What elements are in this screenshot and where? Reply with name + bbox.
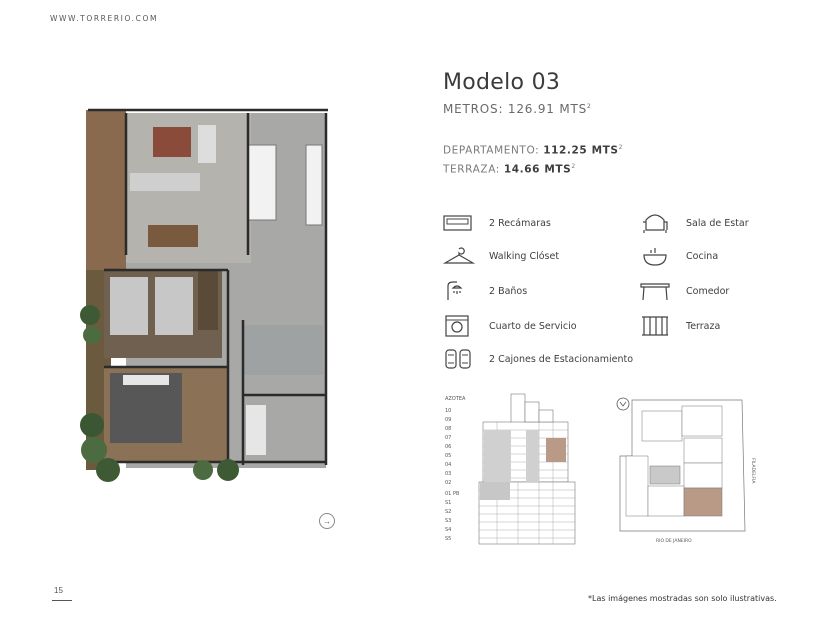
feature-sala-de-estar: [640, 211, 749, 235]
page-number-rule: [52, 600, 72, 601]
disclaimer: *Las imágenes mostradas son solo ilustrativas.: [588, 594, 777, 603]
level-label: 03: [445, 471, 452, 477]
cars-icon: [443, 347, 475, 371]
level-label: S5: [445, 536, 452, 542]
departamento-value: 112.25 MTS: [543, 144, 619, 157]
shower-icon: [443, 279, 475, 303]
level-label: 04: [445, 462, 452, 468]
bed-icon: [443, 211, 475, 235]
meters-total: [443, 102, 592, 116]
model-title: Modelo 03: [443, 70, 561, 95]
level-label: 08: [445, 426, 452, 432]
feature-label: Walking Clóset: [489, 250, 560, 262]
expand-arrow-button[interactable]: [319, 513, 335, 529]
washing-machine-icon: [443, 314, 475, 338]
level-label: AZOTEA: [445, 396, 466, 402]
feature-estacionamiento: [443, 347, 633, 371]
feature-label: 2 Baños: [489, 285, 528, 297]
highlight-unit: [546, 438, 566, 462]
level-label: 07: [445, 435, 452, 441]
street-right-label: FILADELFIA: [750, 458, 755, 484]
terraza-value: 14.66 MTS: [503, 163, 572, 176]
meters-sup: 2: [587, 103, 592, 110]
feature-terraza: [640, 314, 720, 338]
feature-label: 2 Recámaras: [489, 217, 551, 229]
site-plan-diagram: [612, 396, 757, 546]
building-stack-diagram: [443, 392, 583, 547]
armchair-icon: [640, 211, 672, 235]
compass-icon: [617, 398, 629, 410]
feature-cocina: [640, 244, 718, 268]
meters-label: METROS: 126.91 MTS: [443, 102, 588, 116]
cooking-pot-icon: [640, 244, 672, 268]
hanger-icon: [443, 244, 475, 268]
floor-plan-image: [78, 105, 340, 485]
level-label: S2: [445, 509, 452, 515]
feature-label: 2 Cajones de Estacionamiento: [489, 353, 634, 365]
level-label: 02: [445, 480, 452, 486]
level-label: 05: [445, 453, 452, 459]
page-number: 15: [54, 586, 63, 595]
feature-recamaras: [443, 211, 551, 235]
site-url[interactable]: WWW.TORRERIO.COM: [50, 14, 159, 23]
departamento-sup: 2: [618, 144, 623, 151]
feature-label: Comedor: [686, 285, 730, 297]
level-label: 10: [445, 408, 452, 414]
level-label: 09: [445, 417, 452, 423]
feature-label: Cocina: [686, 250, 719, 262]
level-label: S1: [445, 500, 452, 506]
terraza-area: [443, 163, 576, 176]
departamento-area: [443, 144, 623, 157]
feature-label: Cuarto de Servicio: [489, 320, 577, 332]
feature-cuarto-de-servicio: [443, 314, 577, 338]
feature-walking-closet: [443, 244, 559, 268]
level-label: S3: [445, 518, 452, 524]
feature-banos: [443, 279, 527, 303]
feature-comedor: [640, 279, 729, 303]
level-label: 06: [445, 444, 452, 450]
departamento-label: DEPARTAMENTO:: [443, 144, 544, 157]
table-icon: [640, 279, 672, 303]
feature-label: Sala de Estar: [686, 217, 749, 229]
railing-icon: [640, 314, 672, 338]
level-label: 01 PB: [445, 491, 460, 497]
street-bottom-label: RIO DE JANEIRO: [656, 539, 692, 544]
terraza-sup: 2: [571, 163, 576, 170]
terraza-label: TERRAZA:: [443, 163, 504, 176]
arrow-right-icon: →: [323, 516, 331, 526]
feature-label: Terraza: [686, 320, 721, 332]
level-label: S4: [445, 527, 452, 533]
